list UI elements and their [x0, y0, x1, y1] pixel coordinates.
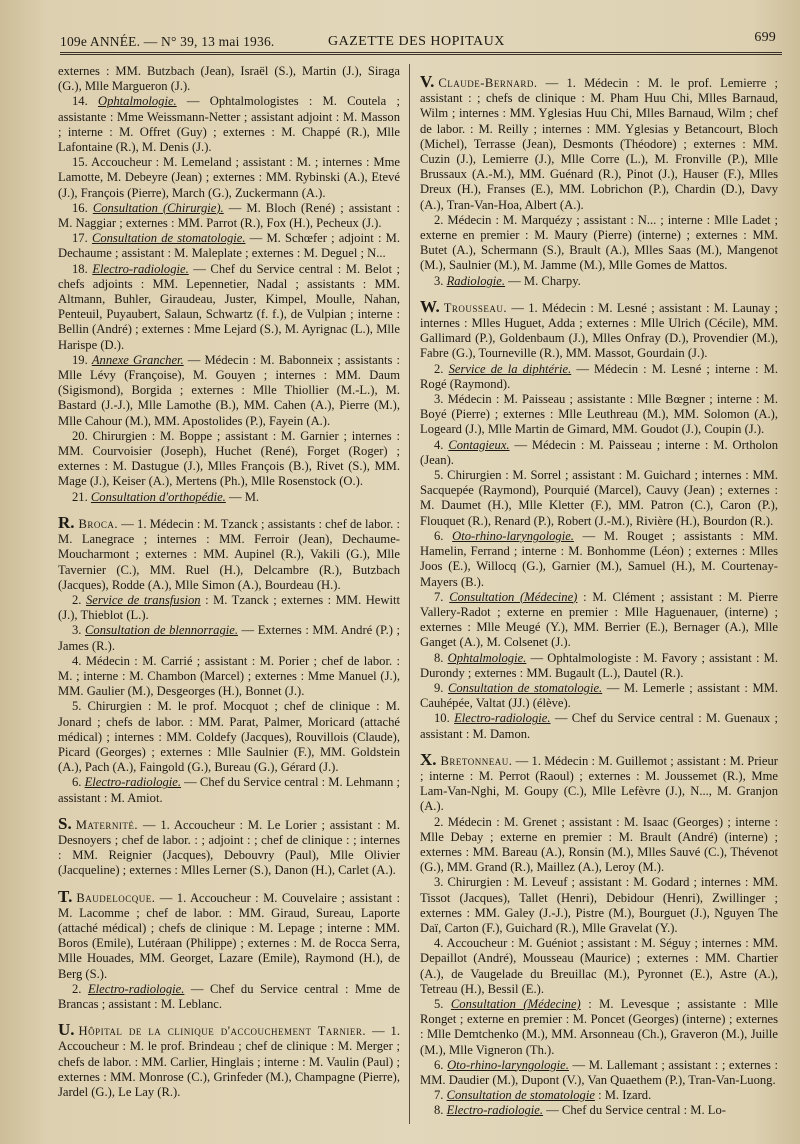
paragraph-text: — Chef du Service central : M. Guenaux ; assistant : M. Damon.	[420, 711, 778, 741]
hospital-section	[58, 512, 400, 593]
paragraph-text: — Chef du Service central : Mme de Brancas ; assistant : M. Leblanc.	[58, 981, 400, 1011]
service-paragraph	[58, 201, 400, 231]
service-paragraph	[420, 936, 778, 997]
paragraph-text: Accoucheur : M. Guéniot ; assistant : M. Séguy ; internes : MM. Depaillot (André), Mousseau (Maurice) ; externes : MM. Chartier (A.), de Vaugelade du Breuillac (M.), Pyronnet (E.), Astre (A.), Tetreau (H.), Bessil (E.).	[420, 936, 778, 996]
service-paragraph	[420, 213, 778, 274]
service-title: Oto-rhino-laryngologie.	[447, 1057, 569, 1072]
service-title: Electro-radiologie.	[446, 1103, 544, 1118]
hospital-section	[420, 749, 778, 815]
service-title: Consultation (Chirurgie).	[92, 200, 224, 215]
service-title: Consultation de stomatologie.	[447, 680, 603, 695]
paragraph-text: — 1. Accoucheur : M. Couvelaire ; assistant : M. Lacomme ; chef de labor. : MM. Giraud, Sureau, Laporte (attaché médical) ; chefs de clinique : M. Lepage ; interne : MM. Boros (Emile), Lutéraan (Philippe) ; externes : M. de Rocca Serra, Mlle Houades, MM. Georget, Lazare (Emile), Raymond (H.), de Berg (S.).	[58, 890, 400, 981]
service-paragraph	[58, 353, 400, 429]
paragraph-text: : M. Tzanck ; externes : MM. Hewitt (J.), Thieblot (L.).	[58, 592, 400, 623]
service-paragraph	[58, 775, 400, 805]
paragraph-text: — 1. Médecin : M. le prof. Lemierre ; assistant : ; chefs de clinique : M. Pham Huu Chi, Mlles Barnaud, Wilm ; internes : MM. Yglesias Huu Chi, Mlles Barnaud, Wilm ; chef de labor. : M. Reilly ; internes : MM. Yglesias y Betancourt, Bloch (Michel), Terrasse (Jean), Desmonts (Théodore) ; externes : MM. Cuzin (J.), Lemierre (J.), Mlle Corre (L.), M. Fronville (P.), Mlle Brussaux (A.-M.), MM. Guénard (R.), Pinot (J.), Hauser (F.), Mlles Dreux (H.), Franses (E.), MM. Lobrichon (P.), Chardin (D.), Davy (A.), Tran-Van-Hoa, Albert (A.).	[420, 76, 778, 212]
section-letter: S.	[58, 813, 72, 833]
paragraph-text: : M. Izard.	[594, 1088, 652, 1103]
paragraph-text: — M.	[225, 489, 260, 504]
service-paragraph	[420, 362, 778, 392]
section-letter: R.	[58, 512, 75, 532]
service-number: 18.	[72, 261, 88, 276]
service-title: Electro-radiologie.	[92, 261, 189, 276]
section-letter: X.	[420, 749, 437, 769]
service-paragraph	[58, 262, 400, 353]
service-paragraph	[58, 623, 400, 653]
paragraph-text: — Médecin : M. Babonneix ; assistants : Mlle Lévy (Françoise), M. Gouyen ; internes : MM. Daum (Sigismond), Borgida ; externes : Mlle Thiollier (M.-L.), M. Bastard (J.-J.), Mlle Lamothe (B.), MM. Cahen (A.), Pierre (M.), Mlle Cahour (M.), MM. Apostolides (P.), Fayein (A.).	[58, 352, 400, 428]
service-paragraph	[420, 468, 778, 529]
paragraph-text: — 1. Accoucheur : M. le prof. Brindeau ; chef de clinique : M. Merger ; chefs de labor. : MM. Carlier, Hinglais ; interne : M. Vaulin (Paul) ; externes : MM. Monrose (C.), Grinfeder (M.), Champagne (Pierre), Jardel (G.), Le Lay (R.).	[58, 1024, 400, 1099]
service-number: 20.	[72, 428, 88, 443]
page-number: 699	[754, 30, 776, 45]
paragraph-text: Chirurgien : M. Boppe ; assistant : M. Garnier ; internes : MM. Courvoisier (Joseph), Huchet (René), Forget (Roger) ; externes : M. Dastugue (J.), Mlles François (B.), Rivet (S.), MM. Mage (J.), Keiser (A.), Mertens (Ph.), Mlle Rosenstock (O.).	[58, 428, 400, 489]
left-column	[58, 64, 400, 1136]
service-number: 8.	[434, 650, 444, 665]
issue-line: 109e ANNÉE. — N° 39, 13 mai 1936.	[60, 34, 275, 49]
service-number: 2.	[434, 361, 444, 376]
service-number: 6.	[434, 1057, 444, 1072]
paragraph-text: Chirurgien : M. Sorrel ; assistant : M. Guichard ; internes : MM. Sacquepée (Raymond), Pourquié (Marcel), Cauvy (Jean) ; externes : M. Daumet (H.), Mlle Kletter (F.), MM. Patron (C.), Caron (P.), Flouquet (R.), Renard (P.), Robert (J.-M.), Rivière (H.), Bourdon (R.).	[420, 468, 778, 528]
service-number: 3.	[434, 392, 444, 407]
paragraph-text: : M. Levesque ; assistante : Mlle Ronget ; externe en premier : M. Poncet (Georges) (interne) ; externes : Mlle Demtchenko (M.), MM. Arsonneau (Ch.), Graveron (M.), Juille (M.), Mlle Vigneron (Th.).	[420, 996, 778, 1057]
service-paragraph	[420, 997, 778, 1058]
paragraph-text: Médecin : M. Carrié ; assistant : M. Porier ; chef de labor. : M. ; interne : M. Chambon (Marcel) ; externes : Mme Manuel (J.), MM. Gaulier (M.), Desgeorges (H.), Bonnet (J.).	[58, 653, 400, 699]
service-title: Consultation de blennorragie.	[85, 623, 238, 638]
hospital-name: Maternité.	[75, 817, 139, 832]
section-letter: W.	[420, 296, 440, 316]
section-letter: V.	[420, 72, 435, 91]
paragraph-text: Médecin : M. Grenet ; assistant : M. Isaac (Georges) ; interne : Mlle Debay ; externe en premier : M. Brault (André) (interne) ; externes : MM. Bareau (A.), Ronsin (M.), Mlles Sauvé (C.), Thévenot (G.), MM. Grand (R.), Maillez (A.), Leroy (M.).	[420, 814, 778, 875]
paragraph-text: — M. Lemerle ; assistant : MM. Cauhépée, Valtat (JJ.) (élève).	[420, 680, 778, 711]
paragraph-text: — M. Rouget ; assistants : MM. Hamelin, Ferrand ; interne : M. Bonhomme (Léon) ; externes : Mlles Joos (E.), Willocq (G.), Garnier (M.), Samuel (H.), M. Courtenay-Mayers (B.).	[420, 528, 778, 589]
service-title: Electro-radiologie.	[454, 711, 551, 726]
hospital-name: Baudelocque.	[76, 890, 156, 905]
service-paragraph	[58, 490, 400, 505]
service-number: 15.	[72, 155, 88, 170]
paragraph-text: — 1. Médecin : M. Lesné ; assistant : M. Launay ; internes : Mlles Huguet, Adda ; externes : Mlle Ulrich (Cécile), MM. Gallimard (P.), Goldenbaum (J.), Mlles Onfray (D.), Provendier (M.), Fabre (G.), Tourneville (R.), MM. Massot, Gourdain (J.).	[420, 300, 778, 361]
service-paragraph	[420, 681, 778, 711]
paragraph-text: — Ophtalmologiste : M. Favory ; assistant : M. Durondy ; externes : MM. Bugault (L.), Dautel (R.).	[420, 650, 778, 680]
service-paragraph	[58, 429, 400, 490]
hospital-section	[58, 813, 400, 879]
service-number: 19.	[72, 352, 88, 367]
service-paragraph	[58, 231, 400, 261]
service-paragraph	[420, 438, 778, 468]
service-title: Consultation de stomatologie	[446, 1088, 595, 1103]
service-paragraph	[58, 155, 400, 201]
paragraph-text: Accoucheur : M. Lemeland ; assistant : M. ; internes : Mme Lamotte, M. Debeyre (Jean) ; externes : MM. Rybinski (A.), Etevé (J.), François (Pierre), March (G.), Zuckermann (A.).	[58, 155, 400, 200]
paragraph-text: Chirurgien : M. le prof. Mocquot ; chef de clinique : M. Jonard ; chefs de labor. : MM. Parat, Palmer, Moricard (attaché médical) ; internes : MM. Coldefy (Jacques), Rouvillois (Claude), Picard (Georges) ; externes : Mlle Saulnier (F.), MM. Goldstein (A.), Pach (A.), Faingold (G.), Bureau (G.), Gérard (J.).	[58, 699, 400, 775]
paragraph-text: — M. Bloch (René) ; assistant : M. Naggiar ; externes : MM. Parrot (R.), Fox (H.), Pecheux (J.).	[58, 200, 400, 231]
service-number: 10.	[434, 711, 450, 726]
service-title: Electro-radiologie.	[84, 775, 182, 790]
service-title: Ophtalmologie.	[97, 94, 177, 109]
column-divider	[409, 64, 410, 1124]
service-number: 3.	[72, 623, 82, 638]
service-number: 5.	[434, 468, 444, 483]
service-number: 2.	[72, 981, 82, 996]
service-title: Consultation (Médecine)	[449, 589, 578, 604]
service-number: 4.	[72, 653, 82, 668]
service-paragraph	[58, 64, 400, 94]
hospital-section	[58, 1022, 400, 1100]
service-title: Service de transfusion	[85, 592, 201, 607]
page-header	[60, 28, 782, 55]
service-title: Electro-radiologie.	[87, 981, 185, 996]
service-paragraph	[58, 699, 400, 775]
service-title: Radiologie.	[446, 273, 506, 288]
service-number: 7.	[434, 1088, 444, 1103]
service-paragraph	[420, 651, 778, 681]
paragraph-text: — 1. Médecin : M. Tzanck ; assistants : chef de labor. : M. Lanegrace ; internes : MM. Ferroir (Jean), Dechaume-Moucharmont ; externes : MM. Aupinel (R.), Vakili (G.), Mlle Tavernier (C.), MM. Ruel (H.), Delcambre (R.), Butzbach (Jacques), Rodde (A.), Mlle Simon (A.), Bourdeau (H.).	[58, 516, 400, 592]
section-letter: T.	[58, 886, 73, 906]
hospital-name: Broca.	[78, 516, 119, 531]
service-number: 6.	[72, 775, 82, 790]
service-number: 4.	[434, 936, 444, 951]
paragraph-text: — Médecin : M. Lesné ; interne : M. Rogé (Raymond).	[420, 361, 778, 391]
service-paragraph	[420, 815, 778, 876]
hospital-section	[58, 886, 400, 982]
hospital-name: Claude-Bernard.	[438, 76, 538, 90]
service-title: Annexe Grancher.	[91, 352, 184, 367]
hospital-section	[420, 74, 778, 213]
service-paragraph	[420, 1088, 778, 1103]
hospital-name: Hôpital de la clinique d'accouchement Tarnier.	[78, 1024, 367, 1039]
paragraph-text: — Chef du Service central : M. Lo-	[543, 1103, 726, 1118]
service-number: 6.	[434, 528, 444, 543]
service-paragraph	[420, 875, 778, 936]
service-number: 8.	[434, 1103, 444, 1118]
service-number: 17.	[72, 231, 88, 246]
paragraph-text: — M. Schœfer ; adjoint : M. Dechaume ; assistant : M. Maleplate ; externes : M. Deguel ; N...	[58, 231, 400, 261]
service-title: Contagieux.	[448, 437, 510, 452]
service-paragraph	[420, 1058, 778, 1088]
service-paragraph	[420, 274, 778, 289]
paragraph-text: — Chef du Service central : M. Belot ; chefs adjoints : MM. Lepennetier, Nadal ; assistants : MM. Altmann, Buhler, Giraudeau, Juster, Kimpel, Moulle, Nahan, Penteuil, Puyaubert, Salaun, Schwartz (f. f.), de Vulpian ; interne : Bellin (André) ; externes : Mme Lejard (S.), M. Ayrignac (L.), Mlle Harispe (D.).	[58, 261, 400, 352]
paragraph-text: Médecin : M. Paisseau ; assistante : Mlle Bœgner ; interne : M. Boyé (Pierre) ; externes : Mlle Leuthreau (M.), MM. Solomon (A.), Logeard (J.), Mlle Martin de Gimard, MM. Goudot (J.), Coupin (J.).	[420, 392, 778, 437]
service-number: 16.	[72, 200, 88, 215]
paragraph-text: externes : MM. Butzbach (Jean), Israël (S.), Martin (J.), Siraga (G.), Mlle Margueron (J.).	[58, 64, 400, 94]
paragraph-text: — M. Charpy.	[505, 273, 581, 288]
service-paragraph	[420, 392, 778, 438]
publication-title: GAZETTE DES HOPITAUX	[328, 34, 505, 49]
paragraph-text: — 1. Accoucheur : M. Le Lorier ; assistant : M. Desnoyers ; chef de labor. : ; adjoint : ; chef de clinique : ; internes : MM. Reignier (Jacques), Debouvry (Paul), Mlle Olivier (Jacqueline) ; externes : Mlles Lerner (S.), Danon (H.), Carlet (A.).	[58, 817, 400, 878]
paragraph-text: — Ophtalmologistes : M. Coutela ; assistante : Mme Weissmann-Netter ; assistant adjoint : M. Masson ; interne : M. Offret (Guy) ; externes : M. Chappé (R.), Mlle Lafontaine (R.), M. Denis (J.).	[58, 94, 400, 155]
right-column	[420, 64, 778, 1136]
paragraph-text: — Externes : MM. André (P.) ; James (R.).	[58, 623, 400, 653]
service-number: 3.	[434, 875, 444, 890]
service-title: Consultation (Médecine)	[450, 996, 581, 1011]
service-number: 2.	[434, 814, 444, 829]
service-number: 5.	[434, 996, 444, 1011]
hospital-name: Bretonneau.	[440, 753, 513, 768]
service-paragraph	[58, 654, 400, 700]
service-number: 5.	[72, 699, 82, 714]
service-paragraph	[420, 1103, 778, 1118]
service-number: 3.	[434, 273, 444, 288]
paragraph-text: — Médecin : M. Paisseau ; interne : M. Ortholon (Jean).	[420, 437, 778, 467]
section-letter: U.	[58, 1020, 75, 1040]
paragraph-text: — M. Lallemant ; assistant : ; externes : MM. Daudier (M.), Dupont (V.), Van Quaethem (P.), Tran-Van-Luong.	[420, 1057, 778, 1087]
paragraph-text: — Chef du Service central : M. Lehmann ; assistant : M. Amiot.	[58, 775, 400, 805]
service-paragraph	[58, 94, 400, 155]
service-title: Consultation d'orthopédie.	[90, 489, 226, 504]
hospital-name: Trousseau.	[443, 300, 508, 315]
service-paragraph	[420, 590, 778, 651]
service-number: 4.	[434, 437, 444, 452]
service-paragraph	[420, 529, 778, 590]
service-number: 21.	[72, 489, 88, 504]
paragraph-text: Chirurgien : M. Leveuf ; assistant : M. Godard ; internes : MM. Tissot (Jacques), Tallet (Henri), Debidour (Henri), Zwillinger ; externes : MM. Galey (J.-J.), Pistre (M.), Bourguet (J.), Nguyen The Daï, Carton (F.), Guichard (R.), Mlle Gravelat (Y.).	[420, 875, 778, 935]
service-title: Oto-rhino-laryngologie.	[452, 528, 574, 543]
paragraph-text: Médecin : M. Marquézy ; assistant : N... ; interne : Mlle Ladet ; externe en premier : M. Maury (Pierre) (interne) ; externes : MM. Butet (A.), Schermann (S.), Brault (A.), Mlles Saas (M.), Mangenot (M.), Saulnier (M.), M. Jamme (M.), Mlle Gomes de Mattos.	[420, 212, 778, 273]
service-number: 9.	[434, 680, 444, 695]
service-number: 7.	[434, 589, 444, 604]
service-number: 2.	[434, 212, 444, 227]
service-number: 2.	[72, 592, 82, 607]
service-paragraph	[58, 982, 400, 1012]
paragraph-text: — 1. Médecin : M. Guillemot ; assistant : M. Prieur ; interne : M. Perrot (Raoul) ; externes : M. Joussemet (R.), Mme Lam-Van-Nghi, M. Goupy (C.), Mlle Lefèvre (J.), N..., M. Granjon (A.).	[420, 753, 778, 814]
service-paragraph	[420, 711, 778, 741]
paragraph-text: : M. Clément ; assistant : M. Pierre Vallery-Radot ; externe en premier : Mlle Haguenauer, (interne) ; externes : Mlle Meugé (Y.), MM. Berrier (E.), Bernager (A.), Mlle Ganget (A.), M. Colsenet (J.).	[420, 589, 778, 650]
service-title: Consultation de stomatologie.	[91, 231, 246, 246]
service-number: 14.	[72, 94, 88, 109]
service-title: Ophtalmologie.	[447, 650, 527, 665]
hospital-section	[420, 296, 778, 362]
service-title: Service de la diphtérie.	[448, 361, 572, 376]
service-paragraph	[58, 593, 400, 623]
